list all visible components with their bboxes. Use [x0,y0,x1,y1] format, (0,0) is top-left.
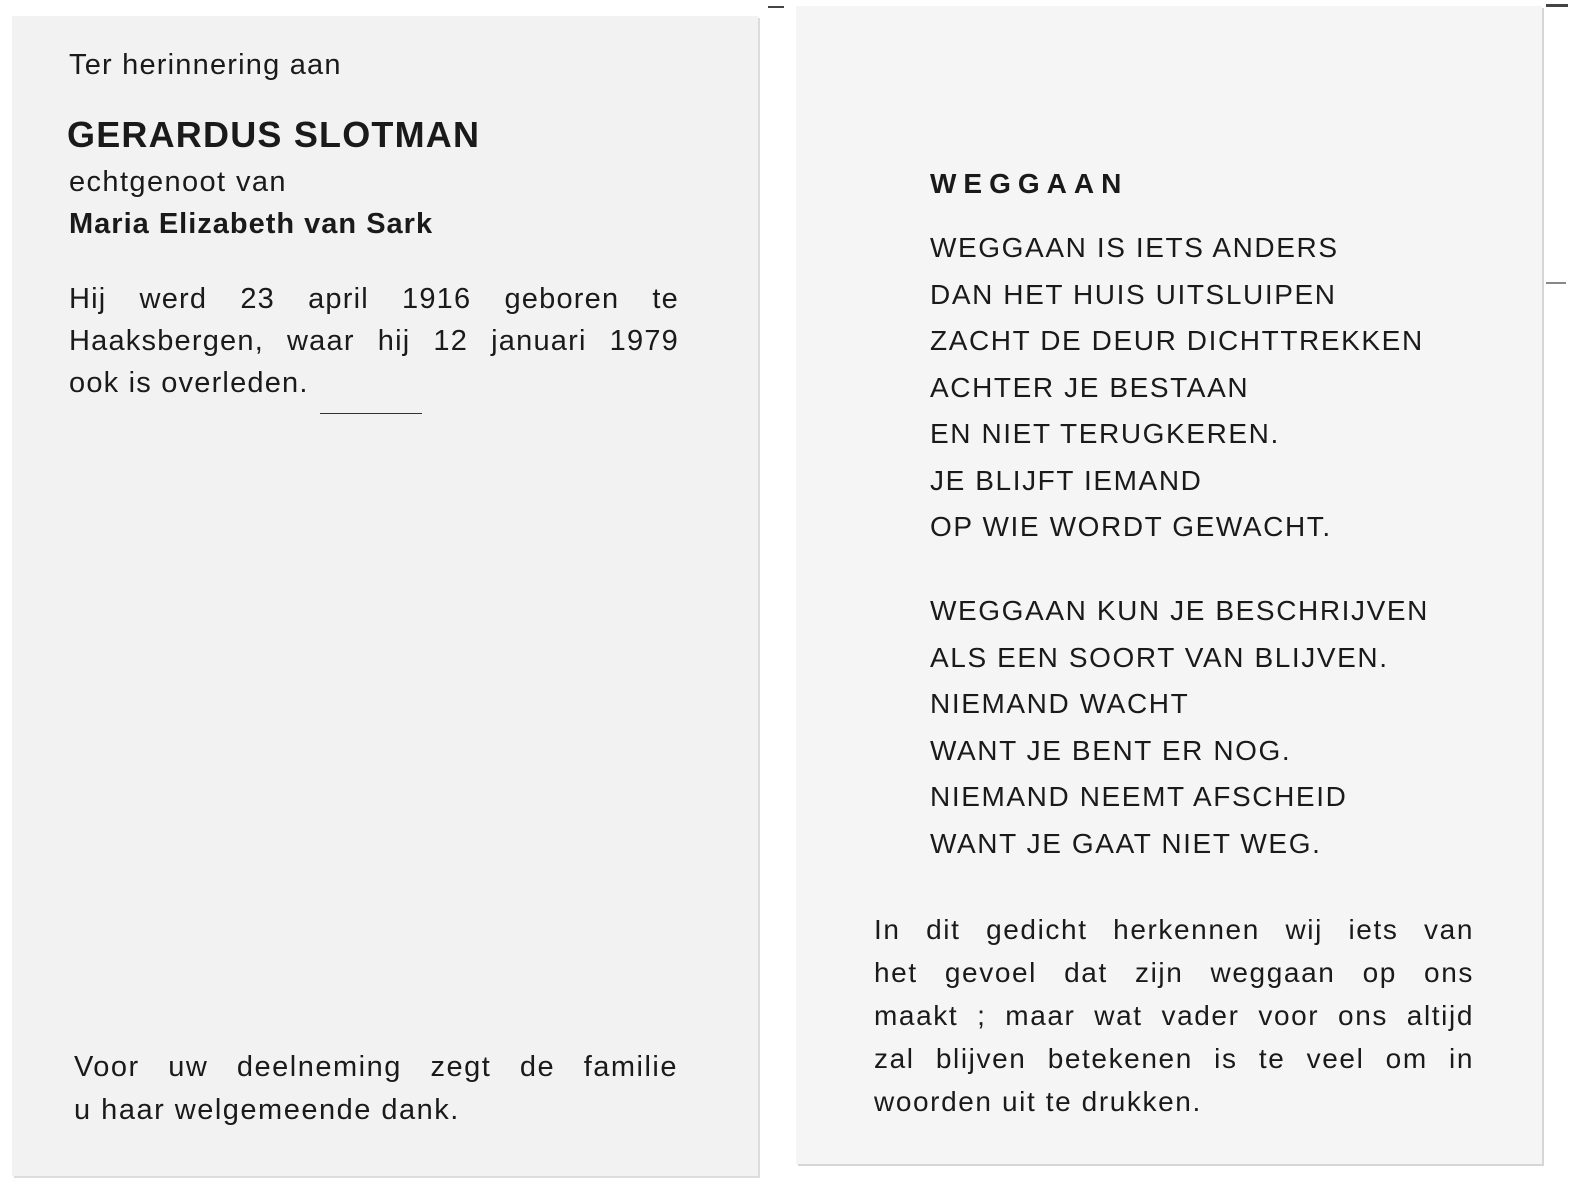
deceased-name: GERARDUS SLOTMAN [67,114,481,155]
scan-edge-mark [1546,282,1566,284]
memorial-card-front [12,16,758,1176]
spouse-label: echtgenoot van [69,166,287,198]
closing-paragraph [874,908,1474,1123]
poem-line: ALS EEN SOORT VAN BLIJVEN. [930,641,1389,673]
poem-stanza-1 [930,225,1424,551]
divider-line [320,413,422,414]
poem-line: NIEMAND NEEMT AFSCHEID [930,781,1348,812]
biography-line: Hij werd 23 april 1916 geboren te [69,283,679,315]
poem-line: OP WIE WORDT GEWACHT. [930,511,1332,542]
thanks-line: u haar welgemeende dank. [74,1094,460,1126]
memorial-card-back [796,6,1542,1164]
poem-line: EN NIET TERUGKEREN. [930,418,1280,449]
poem-line: WANT JE GAAT NIET WEG. [930,827,1322,859]
closing-line: woorden uit te drukken. [874,1086,1202,1117]
biography-line: Haaksbergen, waar hij 12 januari 1979 [69,325,679,357]
poem-line: ZACHT DE DEUR DICHTTREKKEN [930,325,1424,356]
poem-line: NIEMAND WACHT [930,688,1190,719]
thanks-paragraph [74,1046,678,1132]
spouse-name: Maria Elizabeth van Sark [69,208,434,240]
poem-line: WEGGAAN KUN JE BESCHRIJVEN [930,595,1430,626]
poem-line: DAN HET HUIS UITSLUIPEN [930,278,1337,310]
poem-line: ACHTER JE BESTAAN [930,371,1250,403]
poem-title: WEGGAAN [930,168,1129,199]
biography-paragraph [69,278,679,404]
scan-edge-mark [768,6,784,8]
scan-edge-mark [1546,4,1568,7]
closing-line: In dit gedicht herkennen wij iets van [874,914,1474,945]
thanks-line: Voor uw deelneming zegt de familie [74,1051,678,1083]
closing-line: zal blijven betekenen is te veel om in [874,1043,1474,1074]
poem-line: WANT JE BENT ER NOG. [930,734,1292,766]
intro-text: Ter herinnering aan [69,49,342,81]
poem-stanza-2 [930,588,1429,867]
poem-line: JE BLIJFT IEMAND [930,464,1203,496]
closing-line: maakt ; maar wat vader voor ons altijd [874,1000,1474,1031]
biography-line: ook is overleden. [69,367,309,399]
poem-line: WEGGAAN IS IETS ANDERS [930,232,1339,263]
closing-line: het gevoel dat zijn weggaan op ons [874,957,1474,988]
